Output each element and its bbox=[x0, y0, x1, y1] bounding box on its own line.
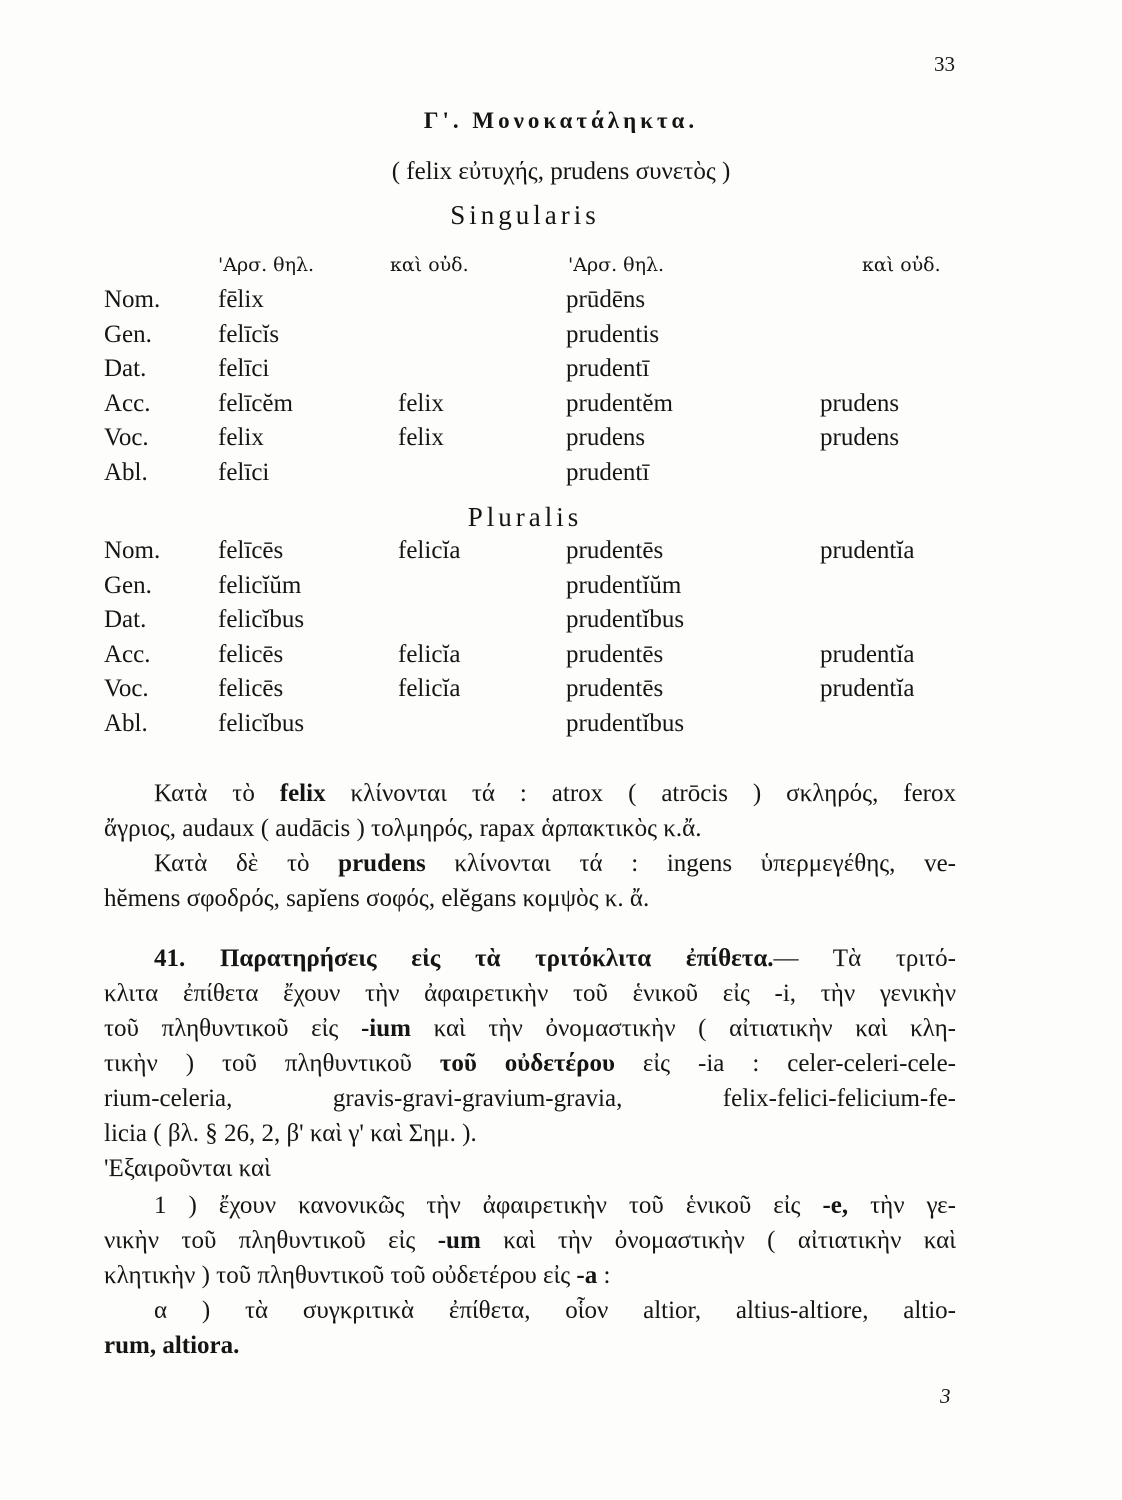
form-neuter: felix bbox=[398, 424, 444, 451]
form-masc-fem: felīcēs bbox=[218, 537, 284, 564]
text: κλίνονται τά : atrox ( atrōcis ) σκληρός, ferox bbox=[325, 780, 956, 807]
form-masc-fem: prudentēs bbox=[566, 640, 664, 668]
form-masc-fem: prudentĭbus bbox=[566, 709, 685, 737]
bold-term: -e, bbox=[822, 1192, 849, 1219]
form-masc-fem: felicēs bbox=[218, 640, 284, 668]
paragraph-line: licia ( βλ. § 26, 2, β' καὶ γ' καὶ Σημ. ). bbox=[104, 1120, 477, 1147]
form-neuter: prudentĭa bbox=[820, 675, 915, 702]
case-label: Gen. bbox=[104, 571, 152, 599]
form-neuter: felix bbox=[398, 389, 444, 417]
paragraph-line bbox=[104, 1050, 956, 1078]
text: καὶ τὴν ὀνομαστικὴν ( αἰτιατικὴν καὶ bbox=[480, 1227, 956, 1254]
column-header-masc-fem-1: 'Αρσ. θηλ. bbox=[218, 254, 315, 276]
paragraph-line bbox=[104, 1227, 956, 1255]
text: τὴν γε- bbox=[848, 1192, 957, 1219]
paragraph-line: hĕmens σφοδρός, sapĭens σοφός, elĕgans κομψὸς κ. ἄ. bbox=[104, 885, 650, 912]
signature-number: 3 bbox=[940, 1384, 951, 1408]
paragraph-line bbox=[154, 780, 956, 808]
form-masc-fem: felicĭŭm bbox=[218, 571, 302, 599]
form-masc-fem: fēlix bbox=[218, 286, 264, 313]
case-label: Nom. bbox=[104, 286, 161, 313]
case-label: Voc. bbox=[104, 424, 149, 451]
form-masc-fem: prūdēns bbox=[566, 286, 646, 313]
paradigm-subtitle: ( felix εὐτυχής, prudens συνετὸς ) bbox=[391, 158, 731, 185]
form-masc-fem: prudentis bbox=[566, 320, 660, 348]
paragraph-line bbox=[104, 1262, 610, 1290]
bold-term: felix bbox=[279, 780, 326, 807]
bold-term: τοῦ οὐδετέρου bbox=[439, 1050, 615, 1077]
form-neuter: felicĭa bbox=[398, 675, 461, 702]
form-masc-fem: prudentĭbus bbox=[566, 606, 685, 633]
form-masc-fem: felix bbox=[218, 424, 264, 451]
paragraph-line: ἄγριος, audaux ( audācis ) τολμηρός, rapax ἁρπακτικὸς κ.ἄ. bbox=[104, 815, 702, 842]
text: κλίνονται τά : ingens ὑπερμεγέθης, ve- bbox=[425, 850, 956, 877]
form-masc-fem: felīci bbox=[218, 355, 270, 382]
page-number: 33 bbox=[934, 52, 955, 76]
paragraph-line bbox=[154, 945, 956, 973]
case-label: Nom. bbox=[104, 537, 161, 564]
form-masc-fem: felicĭbus bbox=[218, 606, 305, 633]
paragraph-line: rum, altiora. bbox=[104, 1332, 240, 1359]
bold-term: -um bbox=[437, 1227, 481, 1254]
text: νικὴν τοῦ πληθυντικοῦ εἰς bbox=[104, 1227, 438, 1254]
paragraph-line: rium-celeria, gravis-gravi-gravium-gravia, felix-felici-felicium-fe- bbox=[104, 1085, 956, 1112]
text: — Τὰ τριτό- bbox=[773, 945, 956, 972]
form-masc-fem: prudentĕm bbox=[566, 389, 673, 417]
singular-title: Singularis bbox=[450, 200, 600, 230]
text: Κατὰ δὲ τὸ bbox=[154, 850, 339, 877]
form-neuter: prudentĭa bbox=[820, 537, 915, 564]
text: κλητικὴν ) τοῦ πληθυντικοῦ τοῦ οὐδετέρου εἰς bbox=[104, 1262, 577, 1289]
form-neuter: felicĭa bbox=[398, 640, 461, 668]
form-neuter: prudens bbox=[820, 424, 900, 451]
case-label: Dat. bbox=[104, 606, 147, 633]
case-label: Dat. bbox=[104, 355, 147, 382]
form-masc-fem: felīcĕm bbox=[218, 389, 293, 417]
form-neuter: felicĭa bbox=[398, 537, 461, 564]
text: Κατὰ τὸ bbox=[154, 780, 280, 807]
form-masc-fem: felicēs bbox=[218, 675, 284, 702]
case-label: Abl. bbox=[104, 458, 148, 486]
paragraph-line: κλιτα ἐπίθετα ἔχουν τὴν ἀφαιρετικὴν τοῦ ἑνικοῦ εἰς -i, τὴν γενικὴν bbox=[104, 980, 956, 1007]
case-label: Acc. bbox=[104, 640, 151, 668]
section-heading: Γ'. Μονοκατάληκτα. bbox=[423, 108, 699, 133]
form-masc-fem: prudentĭŭm bbox=[566, 571, 682, 599]
form-neuter: prudens bbox=[820, 389, 900, 417]
form-neuter: prudentĭa bbox=[820, 640, 915, 668]
column-header-masc-fem-2: 'Αρσ. θηλ. bbox=[568, 254, 665, 276]
case-label: Gen. bbox=[104, 320, 152, 348]
case-label: Acc. bbox=[104, 389, 151, 417]
form-masc-fem: prudentēs bbox=[566, 675, 664, 702]
bold-term: prudens bbox=[338, 850, 426, 877]
paragraph-line bbox=[154, 850, 956, 878]
form-masc-fem: felicĭbus bbox=[218, 709, 305, 737]
paragraph-line bbox=[104, 1015, 956, 1043]
text: 1 ) ἔχουν κανονικῶς τὴν ἀφαιρετικὴν τοῦ ἑνικοῦ εἰς bbox=[154, 1192, 823, 1219]
plural-title: Pluralis bbox=[467, 502, 583, 532]
paragraph-line: α ) τὰ συγκριτικὰ ἐπίθετα, οἷον altior, altius-altiore, altio- bbox=[154, 1297, 956, 1324]
form-masc-fem: felīci bbox=[218, 458, 270, 486]
paragraph-line bbox=[154, 1192, 956, 1220]
case-label: Abl. bbox=[104, 709, 148, 737]
text: τικὴν ) τοῦ πληθυντικοῦ bbox=[104, 1050, 440, 1077]
paragraph-line: 'Εξαιροῦνται καὶ bbox=[104, 1155, 271, 1182]
column-header-neuter-2: καὶ οὐδ. bbox=[862, 254, 941, 276]
bold-term: -ium bbox=[360, 1015, 411, 1042]
form-masc-fem: prudentī bbox=[566, 355, 650, 382]
text: εἰς -ia : celer-celeri-cele- bbox=[614, 1050, 956, 1077]
text: τοῦ πληθυντικοῦ εἰς bbox=[104, 1015, 361, 1042]
bold-term: -a bbox=[576, 1262, 598, 1289]
form-masc-fem: prudens bbox=[566, 424, 646, 451]
form-masc-fem: felīcĭs bbox=[218, 320, 280, 348]
section-41-heading: 41. Παρατηρήσεις εἰς τὰ τριτόκλιτα ἐπίθετα. bbox=[154, 945, 774, 972]
form-masc-fem: prudentēs bbox=[566, 537, 664, 564]
form-masc-fem: prudentī bbox=[566, 458, 650, 486]
case-label: Voc. bbox=[104, 675, 149, 702]
column-header-neuter-1: καὶ οὐδ. bbox=[390, 254, 469, 276]
text: : bbox=[597, 1262, 611, 1289]
text: καὶ τὴν ὀνομαστικὴν ( αἰτιατικὴν καὶ κλη- bbox=[410, 1015, 956, 1042]
